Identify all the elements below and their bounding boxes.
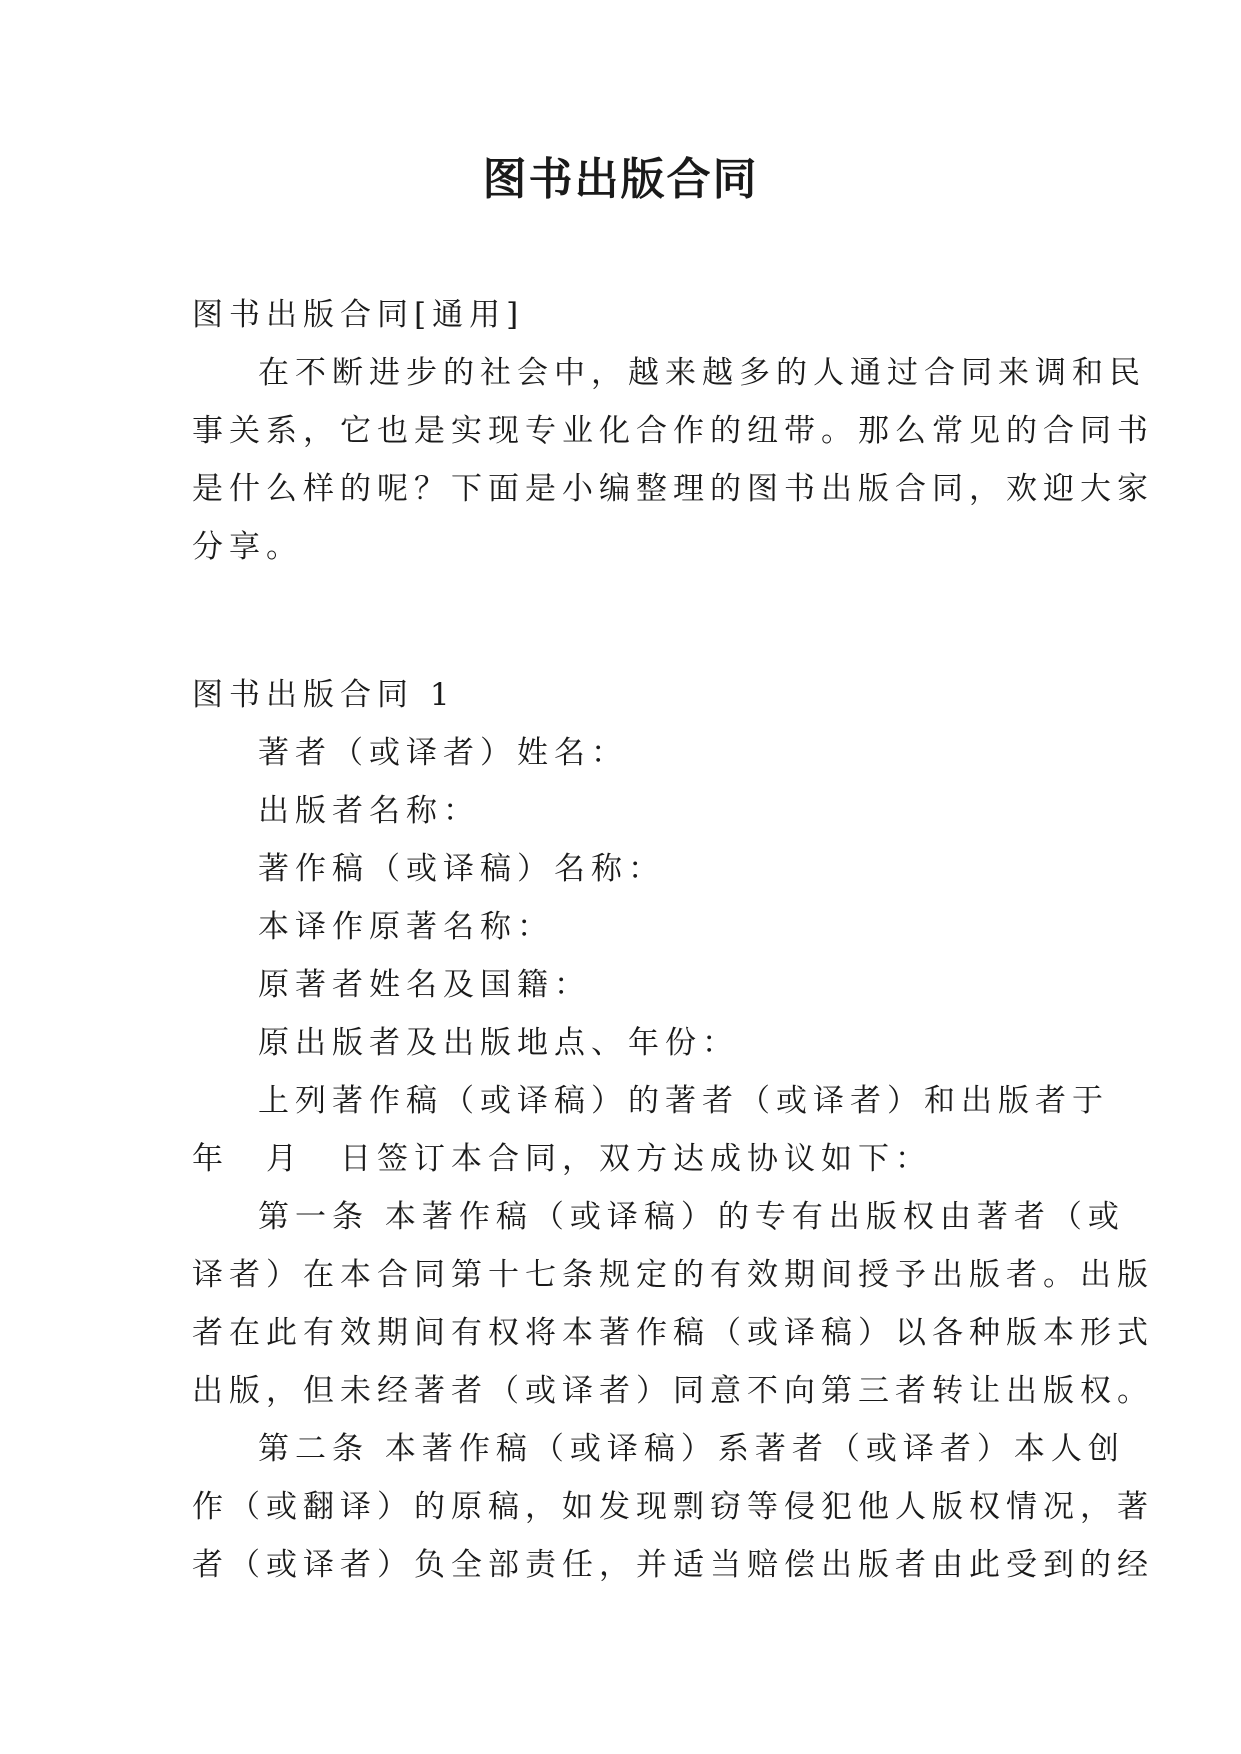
text-line: 出版，但未经著者（或译者）同意不向第三者转让出版权。 [192,1373,1154,1409]
text-line: 第二条 本著作稿（或译稿）系著者（或译者）本人创 [258,1431,1125,1467]
blank-line [192,592,1062,650]
text-line: 出版者名称： [258,793,480,829]
text-line: 本译作原著名称： [258,909,554,945]
text-line: 第一条 本著作稿（或译稿）的专有出版权由著者（或 [258,1199,1125,1235]
document-title: 图书出版合同 [482,154,759,205]
text-line: 原出版者及出版地点、年份： [258,1025,739,1061]
text-line: 作（或翻译）的原稿，如发现剽窃等侵犯他人版权情况，著 [192,1489,1154,1525]
document-body [192,286,1154,1594]
text-line: 年 月 日签订本合同，双方达成协议如下： [192,1141,932,1177]
text-line: 原著者姓名及国籍： [258,967,591,1003]
text-line: 著作稿（或译稿）名称： [258,851,665,887]
text-line: 分享。 [192,529,303,565]
text-line: 是什么样的呢？下面是小编整理的图书出版合同，欢迎大家 [192,471,1154,507]
text-line: 图书出版合同[通用] [192,297,525,333]
text-line: 事关系，它也是实现专业化合作的纽带。那么常见的合同书 [192,413,1154,449]
text-line: 图书出版合同 1 [192,677,456,713]
text-line: 著者（或译者）姓名： [258,735,628,771]
text-line: 译者）在本合同第十七条规定的有效期间授予出版者。出版 [192,1257,1154,1293]
text-line: 上列著作稿（或译稿）的著者（或译者）和出版者于 [258,1083,1109,1119]
text-line: 者在此有效期间有权将本著作稿（或译稿）以各种版本形式 [192,1315,1154,1351]
text-line: 者（或译者）负全部责任，并适当赔偿出版者由此受到的经 [192,1547,1154,1583]
text-line: 在不断进步的社会中，越来越多的人通过合同来调和民 [258,355,1146,391]
